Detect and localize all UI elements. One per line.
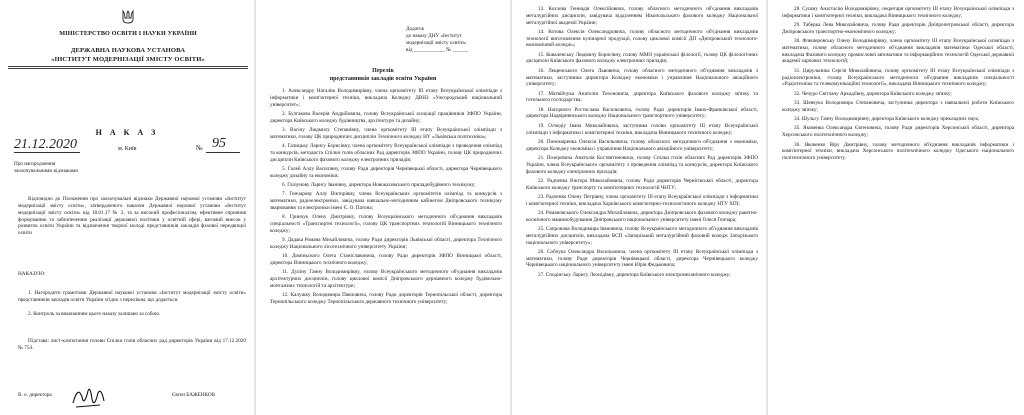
list-item: 22. Радченка Віктора Миколайовича, голову Ради директорів Чернігівської області, директора Київського коледжу транспорту та комп'ютерних технологій ЧНТУ; <box>526 177 758 191</box>
list-item: 30. Флешеровську Олену Володимирівну, члена оргкомітету III етапу Всеукраїнської олімпіади з математики, голову обласного методичного об'єднання викладачів математики Одеської області, викладача Фахового коледжу промислової автоматики та інформаційних технологій Одеської державної академії харчових технологій; <box>782 38 1014 65</box>
list-item: 17. Матвійчука Анатолія Тихоновича, директора Київського фахового коледжу зв'язку та готельного господарства; <box>526 90 758 104</box>
signer-name: Євген БАЖЕНКОВ <box>172 392 216 398</box>
list-item: 1. Александру Наталію Володимирівну, члена оргкомітету III етапу Всеукраїнської олімпіади з інформатики і комп'ютерної техніки, викладача Коледжу ДВНЗ «Ужгородський національний університет»; <box>270 88 502 108</box>
institution-name-quoted: «ІНСТИТУТ МОДЕРНІЗАЦІЇ ЗМІСТУ ОСВІТИ» <box>51 56 205 63</box>
annex-label: Додаток <box>406 26 425 32</box>
order-body-paragraph: Відповідно до Положення про заохочувальні відзнаки Державної наукової установи «Інститут модернізації змісту освіти», затвердженого наказом Державної наукової установи «Інститут модернізації змісту освіти» від 18.01.17 № 2, та за високий професіоналізм, ефективне сприяння формуванню та забезпеченню реалізації державної політики у освітній сфері, вагомий внесок у розвиток освіти України та відзначення творчої молоді представників закладів фахової передвищої освіти <box>18 196 246 237</box>
list-item: 8. Гринчук Олену Дмитрівну, голову Всеукраїнського методичного об'єднання викладачів спеціальності «Транспортні технології», голову ЦК транспортних технологій Вінницького технічного коледжу; <box>270 214 502 234</box>
list-column-3 <box>782 6 1014 164</box>
list-page-3 <box>768 0 1024 415</box>
annex-line-4: від ____________ № ______ <box>406 47 469 53</box>
list-item: 2. Булгакова Валерія Андрійовича, голову Всеукраїнської асоціації працівників ЗФПО України, директора Київського коледжу будівництва, архітектури та дизайну; <box>270 110 502 124</box>
list-item: 27. Сподінську Ларису Леонідівну, директора Київського електромеханічного коледжу; <box>538 271 731 278</box>
list-item: 18. Нагорного Ростислава Васильовича, голову Ради директорів Івано-Франківської області, директора Надвірнянського коледжу Національного транспортного університету; <box>526 106 758 120</box>
list-item: 21. Позерєвича Анатолія Костянтиновича, голову Спілки голів обласних Рад директорів ЗФПО України, члена Всеукраїнського оргкомітету з проведення олімпіад та конкурсів, директора Київського фахового коледжу електронних приладів; <box>526 155 758 175</box>
annex-line-3: модернізації змісту освіти» <box>406 40 467 46</box>
order-date: 21.12.2020 <box>14 137 77 152</box>
document-type: Н А К А З <box>95 128 159 137</box>
list-item: 5. Галей Аллу Василівну, голову Ради директорів Чернівецької області, директора Чернівецького коледжу дизайну та економіки; <box>270 165 502 179</box>
number-underline <box>206 152 240 153</box>
order-point-1: 1. Нагородити грамотами Державної наукової установи «Інститут модернізації змісту освіти» представників закладів освіти України згідно з переліком, що додається. <box>18 290 246 303</box>
list-page-1 <box>256 0 510 415</box>
signer-title: В. о. директора <box>18 392 52 398</box>
list-item: 23. Радченко Олену Петрівну, члена оргкомітету III етапу Всеукраїнської олімпіади з інформатики і комп'ютерної техніки, викладача Харківського комп'ютерно-технологічного коледжу НТУ ХПІ; <box>526 193 758 207</box>
header-divider-2 <box>8 68 248 69</box>
list-item: 6. Глазунову Ларису Іванівну, директора Новокаховського приладобудівного технікуму; <box>282 181 476 188</box>
list-item: 11. Дуліну Ганну Володимирівну, голову Всеукраїнського методичного об'єднання викладачів архітектурних дисциплін, голову циклової комісії Дніпровського державного коледжу будівельно-монтажних технологій та архітектури; <box>270 269 502 289</box>
list-item: 33. Шевчука Володимира Степановича, заступника директора з навчальної роботи Київського коледжу зв'язку; <box>782 99 1014 113</box>
order-subject-line1: Про нагородження <box>14 161 56 167</box>
handwritten-signature-icon <box>70 383 108 413</box>
list-item: 16. Лещенського Олега Львовича, голову обласного методичного об'єднання викладачів з математики, заступника директора Коледжу економіки і управління Національного авіаційного університету; <box>526 67 758 88</box>
list-page-2 <box>512 0 766 415</box>
list-column-1 <box>270 88 502 308</box>
list-item: 3. Васіну Людмилу Степанівну, члена оргкомітету III етапу Всеукраїнської олімпіади з математики, голову ЦК природничих дисциплін Технічного коледжу НУ «Львівська політехніка»; <box>270 126 502 140</box>
list-item: 34. Шульгу Ганну Володимирівну, директора Київського коледжу прикладних наук; <box>794 116 980 123</box>
list-item: 32. Чечуро Світлану Аркадіївну, директора Київського коледжу зв'язку; <box>794 90 952 97</box>
list-item: 29. Таберка Лева Миколайовича, голову Ради директорів Дніпропетровської області, директора Дніпровського транспортно-економічного коледжу; <box>782 22 1014 35</box>
list-item: 36. Яковенко Віру Дмитрівну, голову методичного об'єднання викладачів інформатики і комп'ютерної техніки, викладача Херсонського політехнічного коледжу Одеського національного політехнічного університету. <box>782 141 1014 161</box>
list-item: 24. Романовського Олександра Михайловича, директора Дніпровського фахового коледжу ракетно-космічного машинобудування Дніпровського національного університету імені Олеся Гончара; <box>526 210 758 223</box>
order-city: м. Київ <box>118 146 137 152</box>
list-item: 9. Дадака Романа Михайловича, голову Ради директорів Львівської області, директора Технічного коледжу Національного лісотехнічного університету України; <box>270 237 502 250</box>
order-number: 95 <box>212 136 226 151</box>
list-subtitle: представників закладів освіти України <box>329 76 437 82</box>
order-page <box>0 0 254 415</box>
list-item: 20. Пономаренка Олексія Васильовича, голову обласного методичного об'єднання з економіки, директора Коледжу економіки і управління Національного авіаційного університету; <box>526 138 758 152</box>
list-item: 35. Яковенка Олександра Євгеновича, голову Ради директорів Херсонської області, директора Херсонського політехнічного коледжу; <box>782 125 1014 139</box>
number-sign: № <box>196 144 203 152</box>
list-item: 4. Галицьку Ларису Борисівну, члена оргкомітету Всеукраїнської олімпіади з проведення олімпіад та конкурсів, методиста Спілки голів обласних Рад директорів ЗФПО України, голову ЦК природничих дисциплін Київського фахового коледжу електронних приладів; <box>270 143 502 163</box>
list-title: Перелік <box>372 68 394 74</box>
list-item: 28. Сушму Анастасію Володимирівну, секретаря оргкомітету III етапу Всеукраїнської олімпіади з інформатики і комп'ютерної техніки, викладача Вінницького технічного коледжу; <box>782 6 1014 19</box>
header-divider <box>8 66 248 67</box>
list-item: 7. Гончарову Аллу Вікторівну, члена Всеукраїнських оргкомітетів олімпіад та конкурсів з математики, радіоелектроніки, завідувача навчально-методичним кабінетом Дніпровського технікуму зварювання та електроніки імені Є. О. Патона; <box>270 191 502 211</box>
list-item: 15. Коваленську Людмилу Борисівну, голову ММО української філології, голову ЦК філологічних дисциплін Київського фахового коледжу електронних приладів; <box>526 51 758 65</box>
annex-line-2: до наказу ДНУ «Інститут <box>406 33 462 39</box>
order-point-2: 2. Контроль за виконанням цього наказу залишаю за собою. <box>28 311 161 317</box>
order-command-word: НАКАЗУЮ: <box>18 271 46 277</box>
order-basis: Підстава: лист-клопотання голови Спілки голів обласних рад директорів України від 17.12.2020 № 754. <box>18 338 246 351</box>
list-column-2 <box>526 6 758 281</box>
date-underline <box>14 152 80 153</box>
list-item: 26. Собчука Олександра Васильовича, члена оргкомітету III етапу Всеукраїнської олімпіади з математики, голову Ради директорів Чернівецької області, директора Чернівецького коледжу Чернівецького національного університету імені Юрія Федьковича; <box>526 248 758 269</box>
list-item: 13. Козлова Геннадія Олексійовича, голову обласного методичного об'єднання викладачів металургійних дисциплін, завідувача відділенням Нікопольського фахового коледжу Національної металургійної академії України; <box>526 6 758 26</box>
institution-name: ДЕРЖАВНА НАУКОВА УСТАНОВА <box>70 47 186 54</box>
list-item: 31. Цирульника Сергія Миколайовича, голову оргкомітету III етапу Всеукраїнської олімпіади з радіоелектроніки, голову Всеукраїнського методичного об'єднання викладачів спеціальності «Радіотехніка та телекомунікаційні технології», викладача Вінницького технічного коледжу; <box>782 67 1014 88</box>
ministry-name: МІНІСТЕРСТВО ОСВІТИ І НАУКИ УКРАЇНИ <box>59 30 197 37</box>
list-item: 25. Сапронова Володимира Івановича, голову Всеукраїнського методичного об'єднання викладачів металургійних дисциплін, викладача ВСП «Запорізький металургійний фаховий коледж Запорізького національного університету»; <box>526 226 758 246</box>
list-item: 12. Калушку Володимира Павловича, голову Ради директорів Тернопільської області, директора Тернопільського коледжу Тернопільського державного технічного університету; <box>270 292 502 305</box>
list-item: 19. Олчедіу Івана Миколайовича, заступника голови оргкомітету III етапу Всеукраїнської олімпіади з інформатики і комп'ютерної техніки, викладача Вінницького технічного коледжу; <box>526 122 758 136</box>
trident-emblem-icon <box>122 10 134 24</box>
list-item: 10. Доміньского Олега Станіславовича, голову Ради директорів ЗФПО Вінницької області, директора Вінницького технічного коледжу; <box>270 253 502 266</box>
order-subject-line2: заохочувальними відзнаками <box>14 168 78 174</box>
list-item: 14. Котова Олексія Олександровича, голову обласного методичного об'єднання викладачів технології виготовлення кулінарної продукції, голову циклової комісії ДП «Дніпровський технолого-економічний коледж»; <box>526 28 758 49</box>
